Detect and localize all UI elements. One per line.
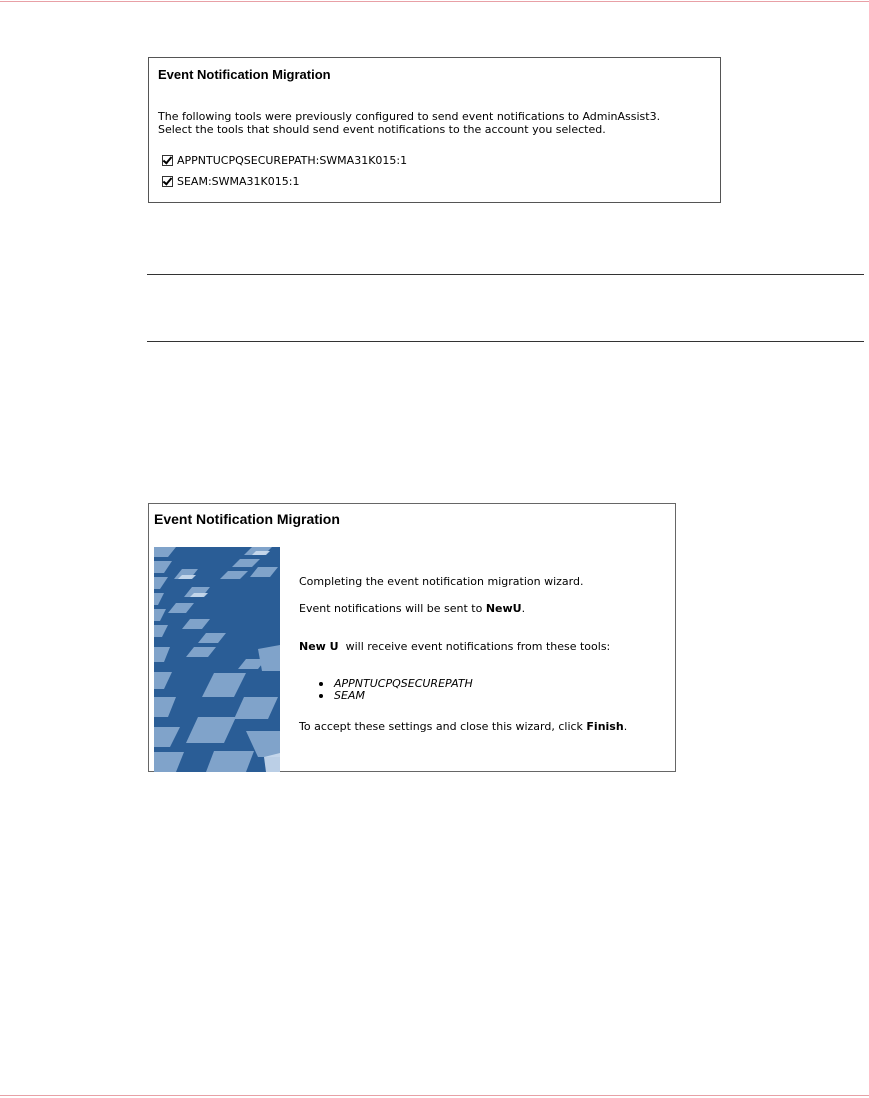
panel-description: [158, 110, 718, 136]
description-line-2: Select the tools that should send event notifications to the account you selected.: [158, 123, 606, 136]
migration-selection-panel: [148, 57, 721, 203]
section-divider-bottom: [147, 341, 864, 342]
tool-label: APPNTUCPQSECUREPATH:SWMA31K015:1: [177, 154, 408, 167]
page-top-rule: [0, 1, 869, 2]
checkbox-checked-icon[interactable]: [162, 176, 173, 187]
bullet-icon: [319, 694, 323, 698]
receive-suffix: will receive event notifications from these tools:: [338, 640, 611, 653]
tool-name: APPNTUCPQSECUREPATH: [334, 677, 473, 690]
sent-to-prefix: Event notifications will be sent to: [299, 602, 486, 615]
receive-text: [299, 640, 610, 653]
tool-checkbox-row[interactable]: [162, 154, 407, 167]
receive-user: New U: [299, 640, 339, 653]
accept-text: [299, 720, 627, 733]
panel-title: Event Notification Migration: [158, 67, 331, 82]
section-divider-top: [147, 274, 864, 275]
tool-label: SEAM:SWMA31K015:1: [177, 175, 300, 188]
description-line-1: The following tools were previously configured to send event notifications to AdminAssist3.: [158, 110, 661, 123]
panel-title: Event Notification Migration: [154, 511, 340, 527]
accept-prefix: To accept these settings and close this wizard, click: [299, 720, 587, 733]
accept-suffix: .: [623, 720, 628, 733]
finish-word: Finish: [586, 720, 624, 733]
bullet-icon: [319, 682, 323, 686]
page-bottom-rule: [0, 1095, 869, 1096]
sent-to-suffix: .: [521, 602, 526, 615]
checkbox-checked-icon[interactable]: [162, 155, 173, 166]
completing-text: Completing the event notification migration wizard.: [299, 575, 584, 588]
list-item: [319, 689, 365, 702]
wizard-side-graphic: [154, 547, 280, 772]
staircase-pattern-icon: [154, 547, 280, 772]
migration-completion-panel: [148, 503, 676, 772]
tool-checkbox-row[interactable]: [162, 175, 299, 188]
tool-name: SEAM: [334, 689, 365, 702]
sent-to-user: NewU: [485, 602, 522, 615]
sent-to-text: [299, 602, 525, 615]
